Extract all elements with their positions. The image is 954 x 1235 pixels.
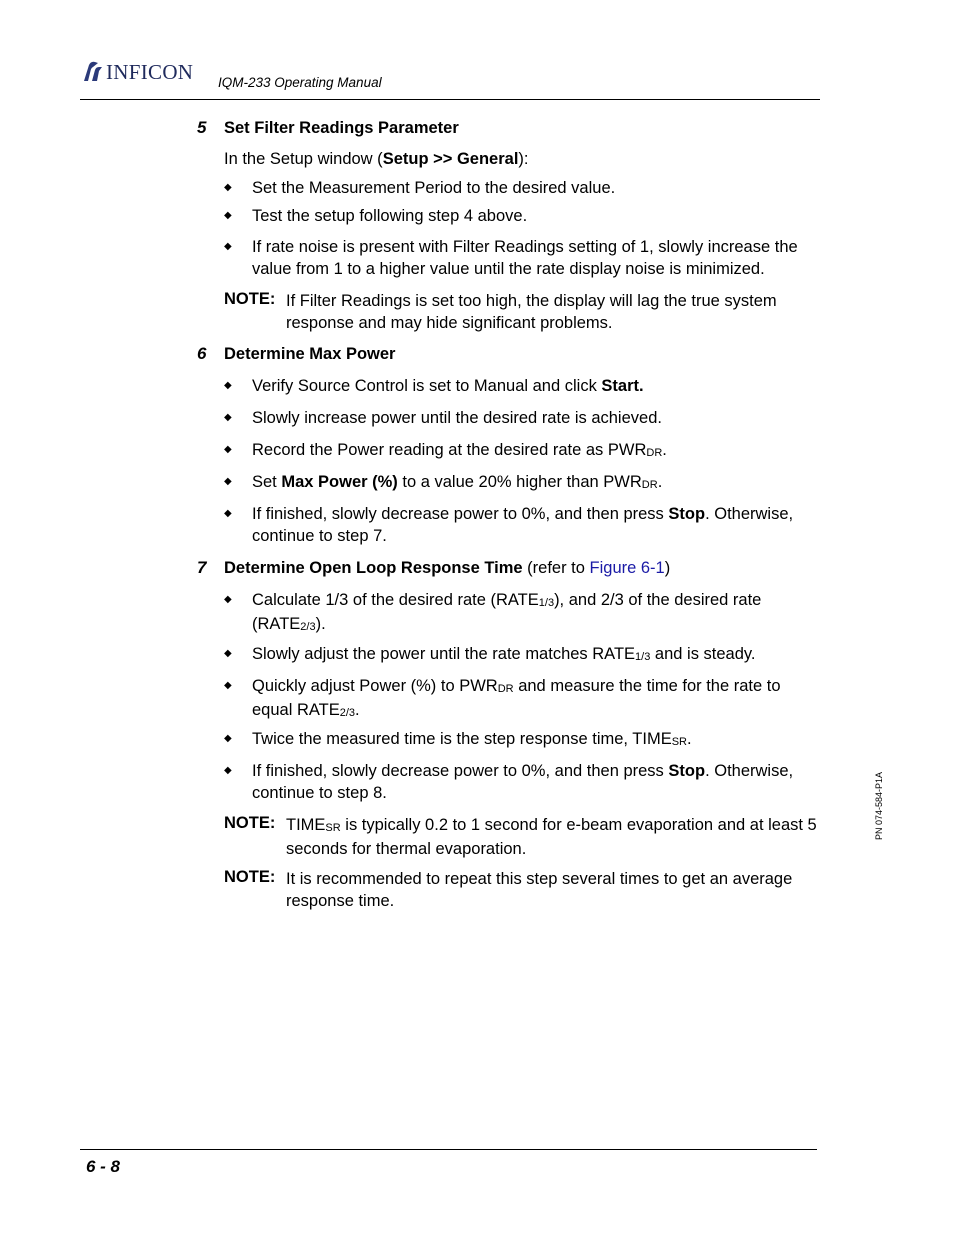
diamond-bullet-icon: ◆ [224,241,232,252]
step-5-number: 5 [197,118,207,137]
step-6-bullet-5: If finished, slowly decrease power to 0%, and then press Stop. Otherwise, continue to step 7. [252,505,794,545]
step-7-bullet-4: Twice the measured time is the step response time, $TIME_{SR}$. [252,730,692,748]
inficon-logo-icon [82,61,104,83]
step-7-bullet-1: Calculate 1/3 of the desired rate $(RATE_{1/3})$, and 2/3 of the desired rate $(RATE_{2/3})$. [252,591,762,633]
figure-6-1-link[interactable]: Figure 6-1 [589,559,665,577]
step-5-intro: In the Setup window (Setup >> General): [224,150,529,168]
note-label: NOTE: [224,814,276,832]
step-6-number: 6 [197,344,207,363]
step-7-note-1: $TIME_{SR}$ is typically 0.2 to 1 second for e-beam evaporation and at least 5 seconds for thermal evaporation. [286,816,817,858]
diamond-bullet-icon: ◆ [224,765,232,776]
step-7-bullet-2: Slowly adjust the power until the rate matches $RATE_{1/3}$ and is steady. [252,645,756,663]
step-5-bullet-3: If rate noise is present with Filter Readings setting of 1, slowly increase the value from 1 to a higher value until the rate display noise is minimized. [252,238,798,278]
step-7-bullet-3: Quickly adjust Power (%) to $PWR_{DR}$ and measure the time for the rate to equal $RATE_{2/3}$. [252,677,781,719]
step-6-bullet-3: Record the Power reading at the desired rate as $PWR_{DR}$. [252,441,667,459]
step-7-note-2: It is recommended to repeat this step several times to get an average response time. [286,870,793,910]
diamond-bullet-icon: ◆ [224,508,232,519]
diamond-bullet-icon: ◆ [224,594,232,605]
step-6-bullet-4: Set Max Power (%) to a value 20% higher than $PWR_{DR}$. [252,473,663,491]
page-number: 6 - 8 [86,1157,121,1176]
step-5-note: If Filter Readings is set too high, the display will lag the true system response and may hide significant problems. [286,292,777,332]
diamond-bullet-icon: ◆ [224,648,232,659]
diamond-bullet-icon: ◆ [224,380,232,391]
note-label: NOTE: [224,290,276,308]
diamond-bullet-icon: ◆ [224,412,232,423]
step-6-bullet-1: Verify Source Control is set to Manual and click Start. [252,377,644,395]
footer-rule [80,1149,817,1150]
manual-title: IQM-233 Operating Manual [218,75,382,90]
step-7-title: Determine Open Loop Response Time (refer to Figure 6-1) [224,559,671,577]
diamond-bullet-icon: ◆ [224,733,232,744]
part-number: PN 074-584-P1A [874,771,884,840]
diamond-bullet-icon: ◆ [224,680,232,691]
note-label: NOTE: [224,868,276,886]
step-5-bullet-1: Set the Measurement Period to the desired value. [252,179,616,197]
step-5-title: Set Filter Readings Parameter [224,119,459,137]
step-7-number: 7 [197,558,207,577]
step-6-bullet-2: Slowly increase power until the desired rate is achieved. [252,409,662,427]
diamond-bullet-icon: ◆ [224,182,232,193]
diamond-bullet-icon: ◆ [224,476,232,487]
step-5-bullet-2: Test the setup following step 4 above. [252,207,528,225]
logo-text: INFICON [106,59,194,84]
diamond-bullet-icon: ◆ [224,444,232,455]
diamond-bullet-icon: ◆ [224,210,232,221]
step-6-title: Determine Max Power [224,345,396,363]
header-rule [80,99,820,100]
step-7-bullet-5: If finished, slowly decrease power to 0%, and then press Stop. Otherwise, continue to step 8. [252,762,794,802]
inficon-logo [82,60,193,84]
